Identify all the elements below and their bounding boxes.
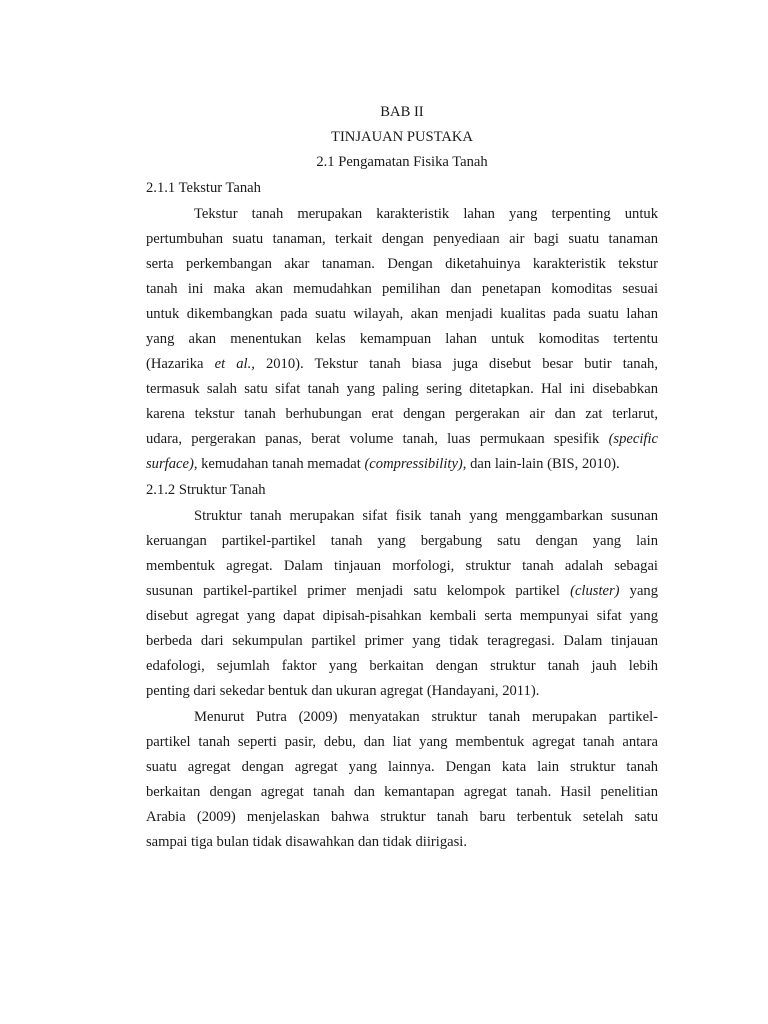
chapter-title: TINJAUAN PUSTAKA bbox=[331, 129, 473, 145]
citation-text: (Hazarika bbox=[146, 356, 204, 372]
italic-term: (specific bbox=[608, 431, 658, 447]
paragraph-line: disebut agregat yang dapat dipisah-pisahkan kembali serta mempunyai sifat yang bbox=[146, 608, 658, 624]
section-heading: 2.1 Pengamatan Fisika Tanah bbox=[316, 154, 488, 170]
paragraph-text: udara, pergerakan panas, berat volume tanah, luas permukaan spesifik bbox=[146, 431, 600, 447]
paragraph-line bbox=[146, 426, 658, 452]
paragraph-line: untuk dikembangkan pada suatu wilayah, akan menjadi kualitas pada suatu lahan bbox=[146, 306, 658, 322]
paragraph-text: , dan lain-lain (BIS, 2010). bbox=[462, 456, 620, 472]
paragraph-line bbox=[146, 451, 658, 477]
paragraph-text: susunan partikel-partikel primer menjadi satu kelompok partikel bbox=[146, 583, 560, 599]
paragraph-line: berkaitan dengan agregat tanah dan kemantapan agregat tanah. Hasil penelitian bbox=[146, 784, 658, 800]
chapter-number: BAB II bbox=[380, 104, 424, 120]
paragraph-line: keruangan partikel-partikel tanah yang bergabung satu dengan yang lain bbox=[146, 533, 658, 549]
paragraph-line: tanah ini maka akan memudahkan pemilihan dan penetapan komoditas sesuai bbox=[146, 281, 658, 297]
paragraph-line: yang akan menentukan kelas kemampuan lahan untuk komoditas tertentu bbox=[146, 331, 658, 347]
paragraph-line: serta perkembangan akar tanaman. Dengan diketahuinya karakteristik tekstur bbox=[146, 256, 658, 272]
italic-term: (cluster) bbox=[570, 583, 620, 599]
subsection-heading-tekstur: 2.1.1 Tekstur Tanah bbox=[146, 180, 261, 196]
paragraph-text: 2010). Tekstur tanah biasa juga disebut besar butir tanah, bbox=[265, 356, 658, 372]
paragraph-text: , kemudahan tanah memadat bbox=[193, 456, 361, 472]
paragraph-line bbox=[146, 351, 658, 377]
paragraph-line: pertumbuhan suatu tanaman, terkait dengan penyediaan air bagi suatu tanaman bbox=[146, 231, 658, 247]
paragraph-line: termasuk salah satu sifat tanah yang paling sering ditetapkan. Hal ini disebabkan bbox=[146, 381, 658, 397]
paragraph-line: penting dari sekedar bentuk dan ukuran agregat (Handayani, 2011). bbox=[146, 683, 540, 699]
italic-term: surface) bbox=[146, 456, 194, 472]
paragraph-line: Menurut Putra (2009) menyatakan struktur tanah merupakan partikel- bbox=[194, 709, 658, 725]
subsection-heading-struktur: 2.1.2 Struktur Tanah bbox=[146, 482, 266, 498]
paragraph-text: yang bbox=[629, 583, 659, 599]
paragraph-line: edafologi, sejumlah faktor yang berkaitan dengan struktur tanah jauh lebih bbox=[146, 658, 658, 674]
paragraph-line: sampai tiga bulan tidak disawahkan dan tidak diirigasi. bbox=[146, 834, 467, 850]
paragraph-line bbox=[146, 578, 658, 604]
paragraph-line: Tekstur tanah merupakan karakteristik lahan yang terpenting untuk bbox=[194, 206, 658, 222]
paragraph-line: partikel tanah seperti pasir, debu, dan liat yang membentuk agregat tanah antara bbox=[146, 734, 658, 750]
paragraph-line: berbeda dari sekumpulan partikel primer yang tidak teragregasi. Dalam tinjauan bbox=[146, 633, 658, 649]
paragraph-line: Arabia (2009) menjelaskan bahwa struktur tanah baru terbentuk setelah satu bbox=[146, 809, 658, 825]
paragraph-line: membentuk agregat. Dalam tinjauan morfologi, struktur tanah adalah sebagai bbox=[146, 558, 658, 574]
italic-term: et al., bbox=[214, 356, 255, 372]
paragraph-line: Struktur tanah merupakan sifat fisik tanah yang menggambarkan susunan bbox=[194, 508, 658, 524]
paragraph-line: karena tekstur tanah berhubungan erat dengan pergerakan air dan zat terlarut, bbox=[146, 406, 658, 422]
italic-term: (compressibility) bbox=[364, 456, 463, 472]
paragraph-line: suatu agregat dengan agregat yang lainnya. Dengan kata lain struktur tanah bbox=[146, 759, 658, 775]
